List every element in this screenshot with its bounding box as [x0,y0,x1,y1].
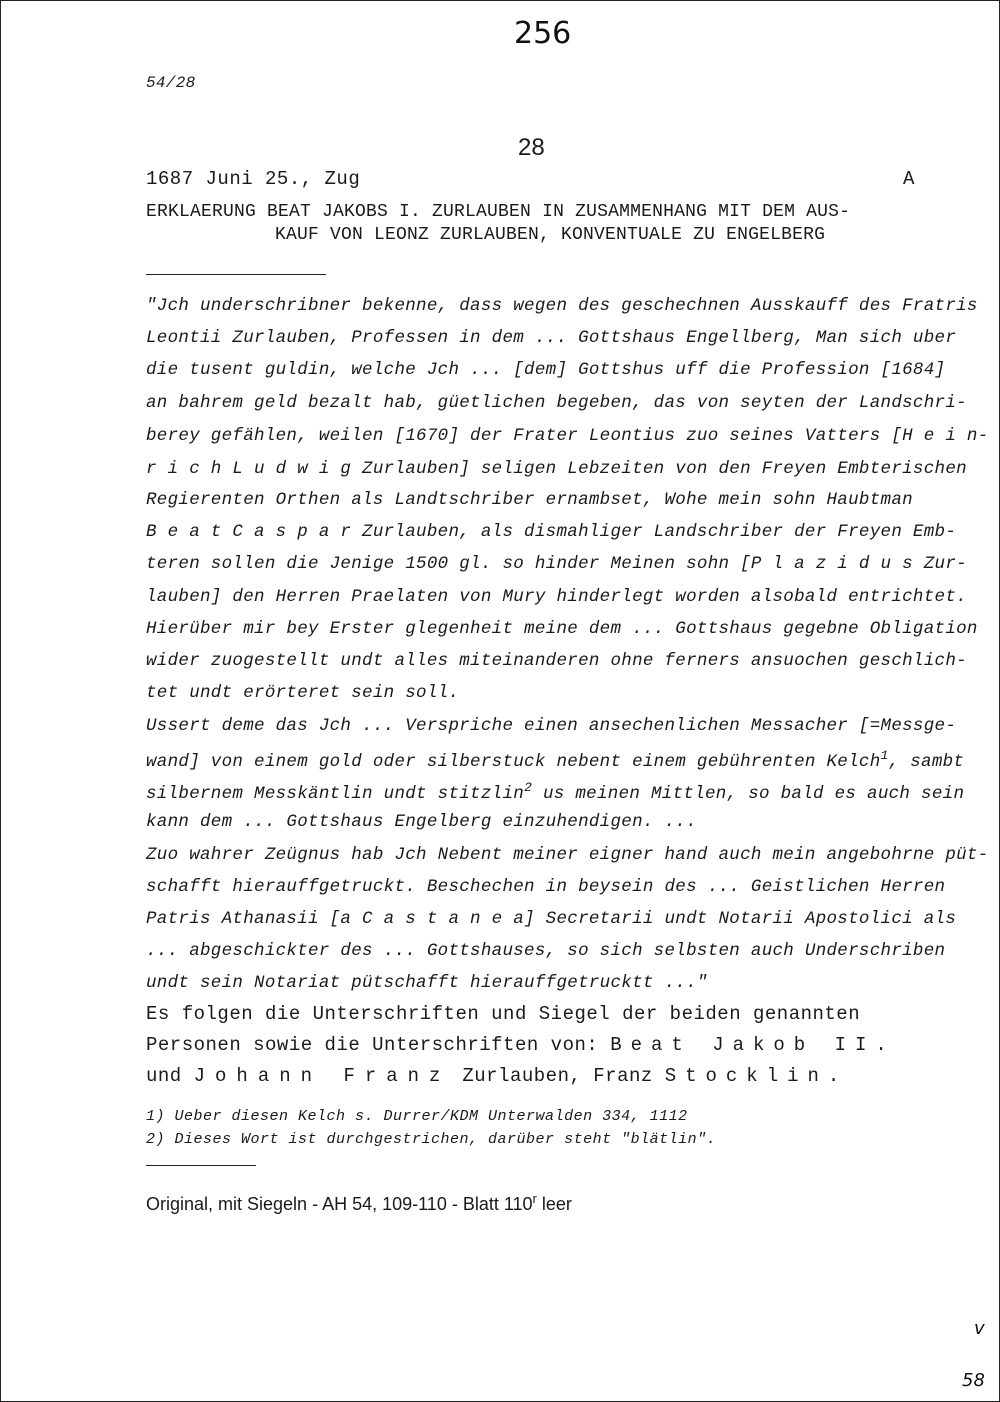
closing-text: Zurlauben, Franz [462,1065,653,1087]
closing-line-2 [146,1034,896,1056]
footnote-divider [146,1165,256,1166]
document-number: 28 [518,134,545,161]
title-divider [146,274,326,275]
closing-text: Personen sowie die Unterschriften von: [146,1034,599,1056]
quote-line: Regierenten Orthen als Landtschriber ernambset, Wohe mein sohn Haubtman [146,490,913,510]
quote-line: berey gefählen, weilen [1670] der Frater Leontius zuo seines Vatters [H e i n- [146,426,989,446]
title-line-2: KAUF VON LEONZ ZURLAUBEN, KONVENTUALE ZU ENGELBERG [275,225,826,245]
archive-reference: 54/28 [146,74,196,92]
person-name: Beat Jakob II. [610,1034,896,1056]
quote-line-with-footnote-2 [146,780,964,804]
quote-line: Ussert deme das Jch ... Verspriche einen ansechenlichen Messacher [=Messge- [146,716,957,736]
quote-line: Leontii Zurlauben, Professen in dem ... Gottshaus Engellberg, Man sich uber [146,328,957,348]
source-line [146,1191,572,1215]
quote-line: teren sollen die Jenige 1500 gl. so hinder Meinen sohn [P l a z i d u s Zur- [146,554,967,574]
closing-line-1: Es folgen die Unterschriften und Siegel der beiden genannten [146,1003,861,1025]
quote-line: ... abgeschickter des ... Gottshauses, so sich selbsten auch Underschriben [146,941,946,961]
quote-line: Hierüber mir bey Erster glegenheit meine dem ... Gottshaus gegebne Obligation [146,619,978,639]
footnote-text: ". [697,1131,717,1148]
closing-text: und [146,1065,182,1087]
quote-line: die tusent guldin, welche Jch ... [dem] Gottshus uff die Profession [1684] [146,360,946,380]
date-place: 1687 Juni 25., Zug [146,168,361,190]
source-text: Original, mit Siegeln - AH 54, 109-110 - Blatt 110 [146,1194,533,1214]
footnote-text: 2) Dieses Wort ist durchgestrichen, darüber steht " [146,1131,631,1148]
quote-line: wider zuogestellt undt alles miteinanderen ohne ferners ansuochen geschlich- [146,651,967,671]
footnote-1: 1) Ueber diesen Kelch s. Durrer/KDM Unterwalden 334, 1112 [146,1108,688,1125]
footnote-marker: 1 [880,748,889,763]
quote-line: Patris Athanasii [a C a s t a n e a] Secretarii undt Notarii Apostolici als [146,909,957,929]
quote-text: silbernem Messkäntlin undt stitzlin [146,783,525,804]
source-text: leer [536,1194,572,1214]
footnote-2 [146,1131,716,1148]
quote-line: lauben] den Herren Praelaten von Mury hinderlegt worden alsobald entrichtet. [146,587,967,607]
quote-line: Zuo wahrer Zeügnus hab Jch Nebent meiner eigner hand auch mein angebohrne püt- [146,845,989,865]
quote-line: "Jch underschribner bekenne, dass wegen des geschechnen Ausskauff des Fratris [146,296,978,316]
quote-text: us meinen Mittlen, so bald es auch sein [532,783,965,804]
quote-line: r i c h L u d w i g Zurlauben] seligen Lebzeiten von den Freyen Embterischen [146,459,967,479]
title-line-1: ERKLAERUNG BEAT JAKOBS I. ZURLAUBEN IN ZUSAMMENHANG MIT DEM AUS- [146,202,851,222]
corner-mark-bottom: 58 [962,1370,985,1391]
quote-text: wand] von einem gold oder silberstuck nebent einem gebührenten Kelch [146,751,881,772]
handwritten-page-number: 256 [514,16,572,51]
source-superscript: r [532,1191,537,1206]
quote-line: undt sein Notariat pütschafft hierauffgetrucktt ..." [146,973,708,993]
closing-line-3 [146,1065,848,1087]
quote-line: kann dem ... Gottshaus Engelberg einzuhendigen. ... [146,812,697,832]
quote-line: an bahrem geld bezalt hab, güetlichen begeben, das von seyten der Landschri- [146,393,967,413]
person-name: Stocklin. [664,1065,849,1087]
person-name: Johann Franz [193,1065,451,1087]
section-letter: A [903,168,915,190]
quote-text: , sambt [888,751,965,772]
quote-line: schafft hierauffgetruckt. Beschechen in beysein des ... Geistlichen Herren [146,877,946,897]
corner-mark-top: v [974,1318,985,1339]
quote-line-with-footnote-1 [146,748,964,772]
footnote-marker: 2 [524,780,533,795]
footnote-word: blätlin [630,1131,698,1148]
quote-line: B e a t C a s p a r Zurlauben, als dismahliger Landschriber der Freyen Emb- [146,522,957,542]
quote-line: tet undt erörteret sein soll. [146,683,460,703]
